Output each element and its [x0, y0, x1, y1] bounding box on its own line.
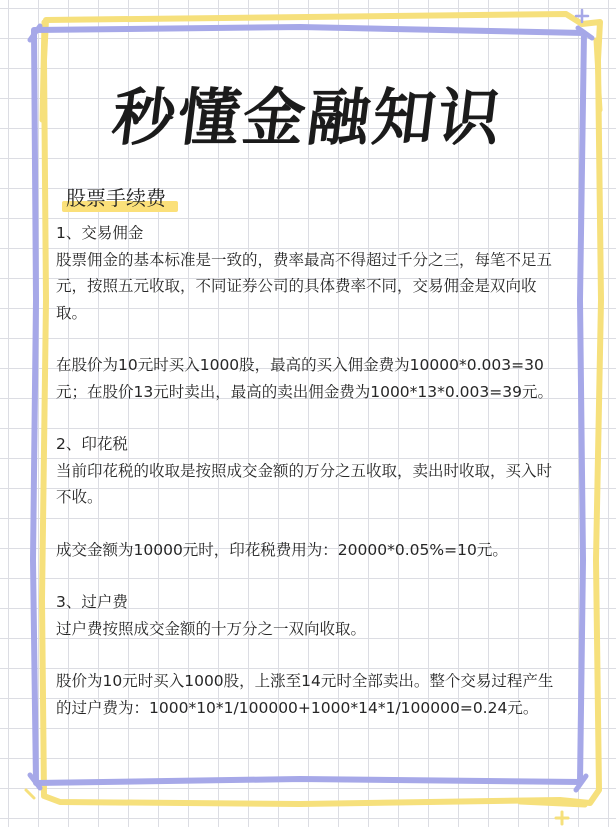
section-heading: 股票手续费 — [62, 183, 170, 213]
item-paragraph: 成交金额为10000元时，印花税费用为：20000*0.05%=10元。 — [56, 540, 508, 559]
page-title: 秒懂金融知识 — [108, 81, 508, 154]
item-heading: 2、印花税 — [56, 435, 128, 453]
item-paragraph: 当前印花税的收取是按照成交金额的万分之五收取，卖出时收取，买入时不收。 — [56, 461, 553, 506]
item-paragraph: 股价为10元时买入1000股，上涨至14元时全部卖出。整个交易过程产生的过户费为：1000*10*1/100000+1000*14*1/100000=0.24元。 — [56, 672, 554, 717]
item-heading: 1、交易佣金 — [56, 224, 144, 242]
item-paragraph: 股票佣金的基本标准是一致的，费率最高不得超过千分之三，每笔不足五元，按照五元收取，不同证券公司的具体费率不同，交易佣金是双向收取。 — [56, 250, 553, 322]
item-heading: 3、过户费 — [56, 593, 128, 611]
item-paragraph: 在股价为10元时买入1000股，最高的买入佣金费为10000*0.003=30元；在股价13元时卖出，最高的卖出佣金费为1000*13*0.003=39元。 — [56, 356, 553, 401]
section-heading-wrap — [62, 183, 170, 213]
item-paragraph: 过户费按照成交金额的十万分之一双向收取。 — [56, 619, 367, 638]
article-body — [56, 220, 566, 721]
